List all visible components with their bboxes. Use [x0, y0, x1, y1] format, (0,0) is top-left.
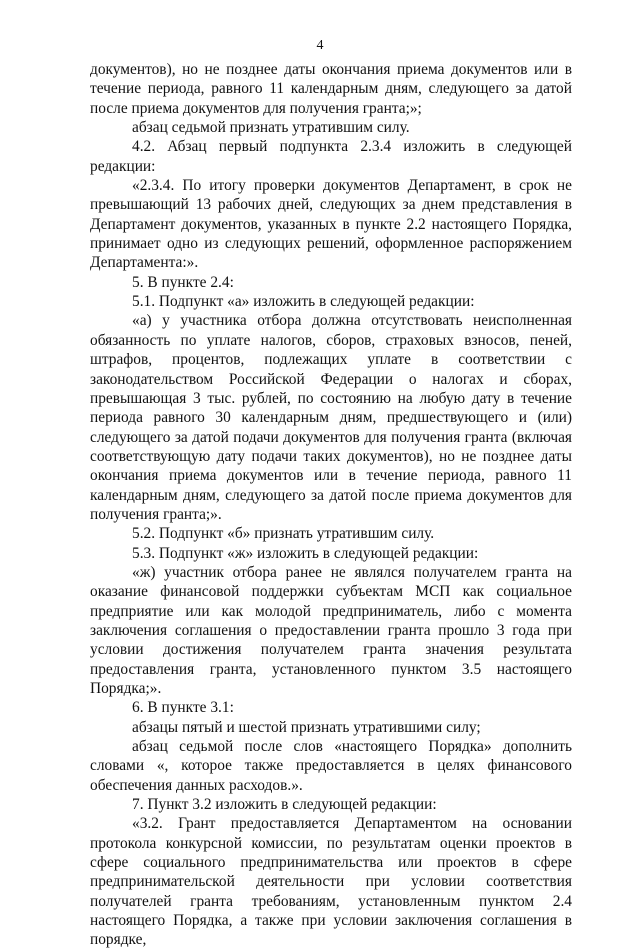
paragraph-3: 4.2. Абзац первый подпункта 2.3.4 изложить в следующей редакции: — [90, 138, 572, 175]
document-body — [90, 60, 572, 950]
paragraph-6: 5.1. Подпункт «а» изложить в следующей редакции: — [132, 293, 475, 311]
paragraph-4: «2.3.4. По итогу проверки документов Департамент, в срок не превышающий 13 рабочих дней, следующих за днем представления в Департамент документов, указанных в пункте 2.2 настоящего Порядка, принимает одно из следующих решений, оформленное распоряжением Департамента:». — [90, 177, 572, 272]
paragraph-9: 5.3. Подпункт «ж» изложить в следующей редакции: — [132, 544, 479, 562]
paragraph-13: абзац седьмой после слов «настоящего Порядка» дополнить словами «, которое также предоставляется в целях финансового обеспечения данных расходов.». — [90, 738, 572, 794]
paragraph-2: абзац седьмой признать утратившим силу. — [132, 119, 410, 137]
paragraph-7: «а) у участника отбора должна отсутствовать неисполненная обязанность по уплате налогов, сборов, страховых взносов, пеней, штрафов, процентов, подлежащих уплате в соответствии с законодательством Российской Федерации о налогах и сборах, превышающая 3 тыс. рублей, по состоянию на любую дату в течение периода равного 30 календарным дням, предшествующего и (или) следующего за датой подачи документов для получения гранта (включая соответствующую дату подачи таких документов), но не позднее даты окончания приема документов или в течение периода, равного 11 календарным дням, следующего за датой после приема документов для получения гранта;». — [90, 312, 572, 523]
paragraph-12: абзацы пятый и шестой признать утратившими силу; — [132, 718, 481, 736]
paragraph-5: 5. В пункте 2.4: — [132, 273, 234, 291]
page-number: 4 — [316, 38, 324, 53]
paragraph-10: «ж) участник отбора ранее не являлся получателем гранта на оказание финансовой поддержки субъектам МСП как социальное предприятие или как молодой предприниматель, либо с момента заключения соглашения о предоставлении гранта прошло 3 года при условии достижения получателем гранта значения результата предоставления гранта, установленного пунктом 3.5 настоящего Порядка;». — [90, 563, 572, 697]
paragraph-15: «3.2. Грант предоставляется Департаментом на основании протокола конкурсной комиссии, по результатам оценки проектов в сфере социального предпринимательства или проектов в сфере предпринимательской деятельности при условии соответствия получателей гранта требованиям, установленным пунктом 2.4 настоящего Порядка, а также при условии заключения соглашения в порядке, — [90, 815, 572, 949]
paragraph-1: документов), но не позднее даты окончания приема документов или в течение периода, равного 11 календарным дням, следующего за датой после приема документов для получения гранта;»; — [90, 61, 572, 117]
paragraph-8: 5.2. Подпункт «б» признать утратившим силу. — [132, 525, 435, 543]
paragraph-11: 6. В пункте 3.1: — [132, 699, 234, 717]
paragraph-14: 7. Пункт 3.2 изложить в следующей редакции: — [132, 796, 437, 814]
